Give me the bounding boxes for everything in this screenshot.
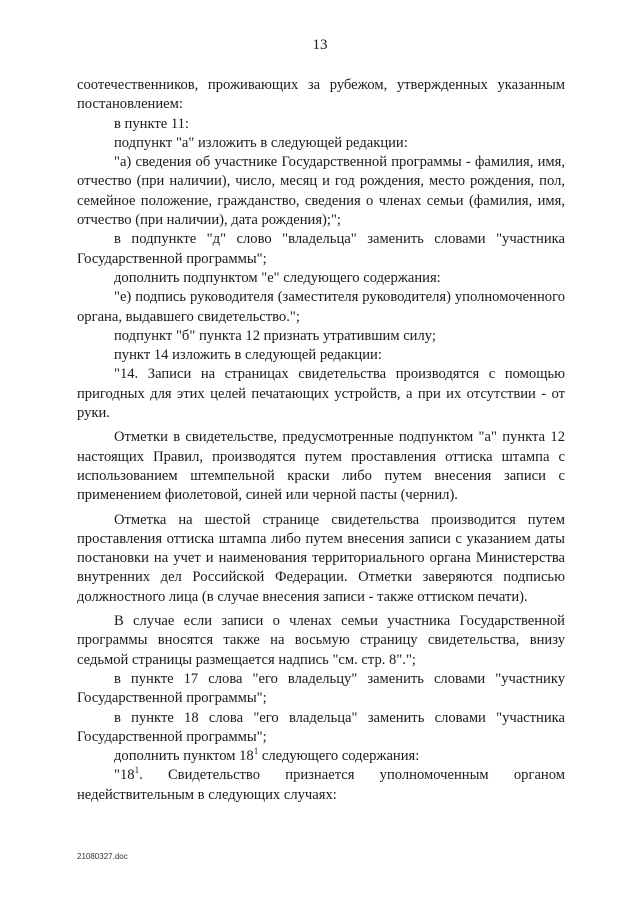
paragraph-item-18: в пункте 18 слова "его владельца" заменить словами "участника Государственной программы"; (77, 709, 565, 745)
paragraph-add-item-18-1 (77, 747, 565, 766)
paragraph-family-records: В случае если записи о членах семьи участника Государственной программы вносятся также на восьмую страницу свидетельства, внизу седьмой страницы размещается надпись "см. стр. 8"."; (77, 613, 565, 668)
paragraph-subitem-e-text: "е) подпись руководителя (заместителя руководителя) уполномоченного органа, выдавшего свидетельство."; (77, 289, 565, 325)
paragraph-item-11: в пункте 11: (114, 115, 189, 132)
paragraph-subitem-b-repeal: подпункт "б" пункта 12 признать утратившим силу; (114, 327, 436, 344)
text-segment: . Свидетельство признается уполномоченным органом недействительным в следующих случаях: (77, 767, 565, 803)
paragraph-marks: Отметки в свидетельстве, предусмотренные подпунктом "а" пункта 12 настоящих Правил, производятся путем проставления оттиска штампа с использованием штемпельной краски либо путем внесения записи с применением фиолетовой, синей или черной пасты (чернил). (77, 429, 565, 504)
paragraph-subitem-a: подпункт "а" изложить в следующей редакции: (114, 134, 408, 151)
superscript: 1 (253, 746, 259, 757)
text-segment: следующего содержания: (258, 748, 420, 765)
paragraph-item-14: пункт 14 изложить в следующей редакции: (114, 347, 382, 364)
paragraph-sixth-page-mark: Отметка на шестой странице свидетельства производится путем проставления оттиска штампа либо путем внесения записи с указанием даты постановки на учет и наименования территориального органа Министерства внутренних дел Российской Федерации. Отметки заверяются подписью должностного лица (в случае внесения записи - также оттиском печати). (77, 511, 565, 605)
superscript: 1 (134, 765, 140, 776)
document-body (77, 76, 565, 805)
paragraph-add-subitem-e: дополнить подпунктом "е" следующего содержания: (114, 269, 441, 286)
paragraph-item-18-1-text (77, 766, 565, 805)
text-segment: "18 (114, 767, 135, 784)
text-segment: дополнить пунктом 18 (114, 748, 254, 765)
paragraph-item-14-text: "14. Записи на страницах свидетельства производятся с помощью пригодных для этих целей печатающих устройств, а при их отсутствии - от руки. (77, 366, 565, 422)
paragraph-subitem-a-text: "а) сведения об участнике Государственной программы - фамилия, имя, отчество (при наличии), число, месяц и год рождения, место рождения, пол, семейное положение, гражданство, сведения о членах семьи (фамилия, имя, отчество (при наличии), дата рождения);"; (77, 154, 565, 229)
paragraph-item-17: в пункте 17 слова "его владельцу" заменить словами "участнику Государственной программы"; (77, 670, 565, 707)
paragraph-subitem-d: в подпункте "д" слово "владельца" заменить словами "участника Государственной программы"; (77, 231, 565, 267)
page-number: 13 (312, 37, 328, 53)
footer-filename: 21080327.doc (77, 852, 128, 861)
paragraph-continuation: соотечественников, проживающих за рубежом, утвержденных указанным постановлением: (77, 77, 565, 113)
